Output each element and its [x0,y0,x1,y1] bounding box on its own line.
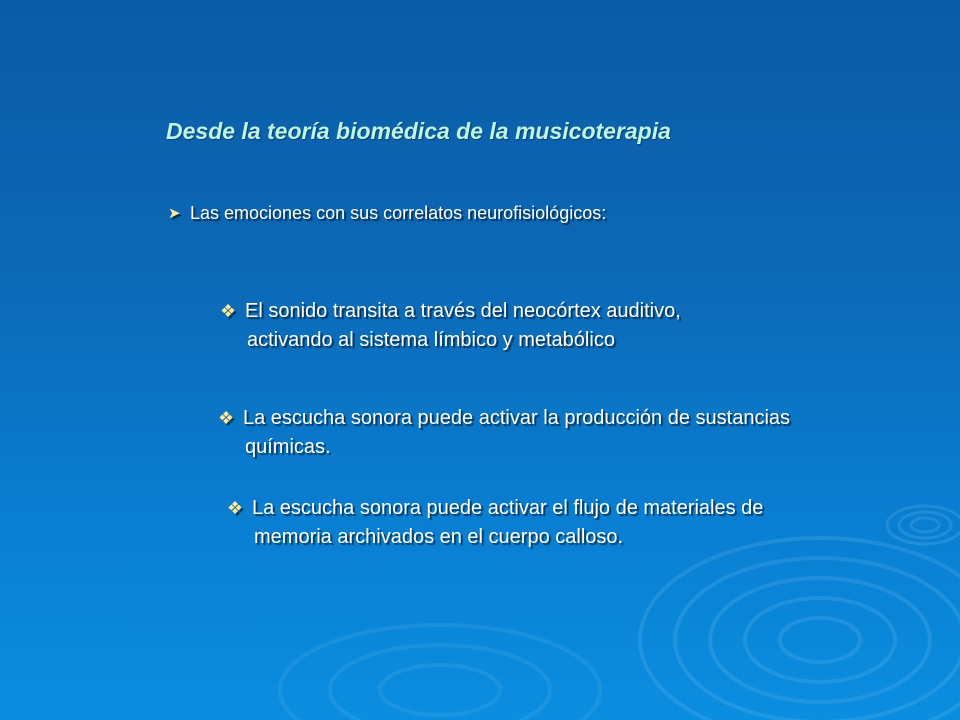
sub-bullet-3-line2: memoria archivados en el cuerpo calloso. [254,526,624,548]
sub-bullet-3-line1: La escucha sonora puede activar el flujo de materiales de [252,497,764,519]
main-bullet-text: Las emociones con sus correlatos neurofisiológicos: [190,203,607,223]
sub-bullet-2 [218,404,790,462]
diamond-bullet-icon: ❖ [220,301,237,321]
sub-bullet-1 [220,297,681,355]
sub-bullet-2-line1: La escucha sonora puede activar la producción de sustancias [243,407,791,429]
sub-bullet-1-line2: activando al sistema límbico y metabólico [247,329,615,351]
slide-title: Desde la teoría biomédica de la musicoterapia [166,118,671,144]
sub-bullet-3 [227,494,763,552]
sub-bullet-1-line1: El sonido transita a través del neocórtex auditivo, [245,300,681,322]
main-bullet [168,203,606,224]
sub-bullet-2-line2: químicas. [245,436,331,458]
diamond-bullet-icon: ❖ [218,408,235,428]
arrow-bullet-icon: ➤ [168,205,181,222]
diamond-bullet-icon: ❖ [227,498,244,518]
